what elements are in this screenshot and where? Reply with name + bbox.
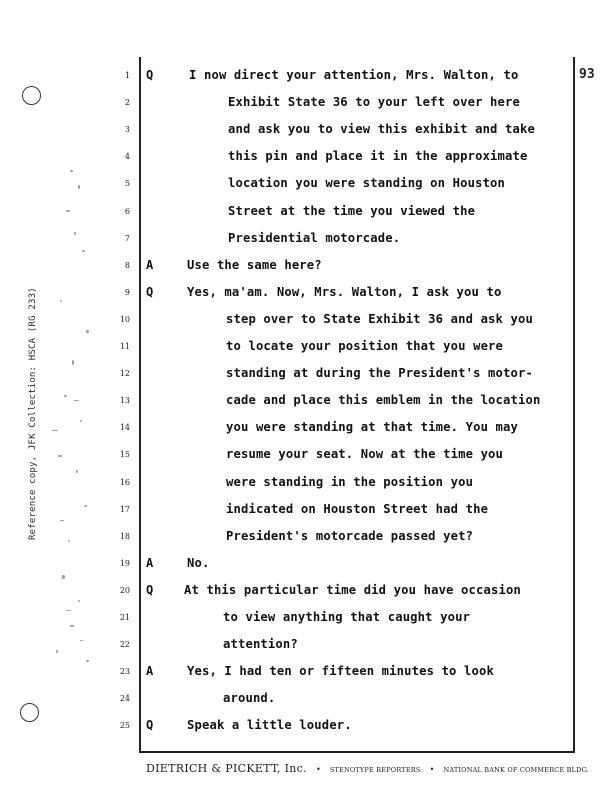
line-number: 22 [119, 640, 130, 650]
scan-speck [70, 625, 74, 627]
scan-speck [86, 330, 89, 333]
line-number: 13 [119, 396, 130, 406]
scan-speck [58, 455, 62, 457]
scan-speck [72, 360, 74, 365]
line-number: 12 [119, 369, 130, 379]
scan-speck [66, 210, 70, 212]
transcript-line: step over to State Exhibit 36 and ask you [226, 311, 533, 326]
transcript-line: resume your seat. Now at the time you [226, 447, 504, 462]
scan-speck [74, 232, 76, 235]
transcript-line: to locate your position that you were [226, 339, 504, 353]
line-number: 23 [119, 667, 130, 677]
transcript-line: President's motorcade passed yet? [226, 528, 474, 543]
line-number: 8 [124, 260, 130, 270]
transcript-line: Use the same here? [187, 257, 322, 272]
right-margin-rule [573, 57, 575, 752]
archive-reference-stamp: Reference copy, JFK Collection: HSCA (RG 233) [28, 287, 38, 540]
line-number: 5 [124, 179, 130, 189]
line-number: 18 [119, 531, 130, 541]
speaker-label: Q [146, 284, 154, 299]
line-number: 25 [119, 721, 130, 731]
line-number: 24 [119, 694, 130, 704]
scan-speck [60, 300, 62, 302]
footer-firm: DIETRICH & PICKETT, Inc. [146, 762, 307, 775]
line-number: 6 [124, 206, 130, 216]
punch-hole-icon [22, 86, 41, 105]
scan-speck [52, 430, 58, 431]
transcript-line: this pin and place it in the approximate [228, 149, 528, 164]
transcript-line: cade and place this emblem in the location [226, 393, 541, 408]
page-number: 93 [579, 67, 595, 82]
scan-speck [62, 575, 65, 579]
transcript-line: Exhibit State 36 to your left over here [228, 95, 521, 110]
transcript-line: to view anything that caught your [223, 610, 471, 624]
line-number: 14 [119, 423, 130, 433]
line-number: 17 [119, 504, 130, 514]
transcript-line: around. [223, 691, 276, 706]
speaker-label: A [146, 257, 154, 272]
speaker-label: Q [146, 718, 154, 733]
line-number: 7 [124, 233, 130, 243]
transcript-line: attention? [223, 637, 298, 652]
transcript-line: and ask you to view this exhibit and take [228, 122, 535, 137]
scan-speck [68, 540, 70, 542]
line-number: 1 [124, 71, 130, 80]
scan-speck [78, 600, 80, 602]
speaker-label: A [146, 555, 154, 570]
transcript-line: Presidential motorcade. [228, 230, 401, 245]
footer-address: NATIONAL BANK OF COMMERCE BLDG. [443, 766, 590, 774]
line-number: 9 [124, 287, 130, 297]
scan-speck [70, 170, 73, 172]
line-number: 21 [119, 613, 130, 622]
scan-speck [56, 650, 58, 653]
line-number: 16 [119, 477, 130, 487]
scan-speck [74, 400, 79, 401]
line-number: 2 [124, 98, 130, 108]
line-number: 11 [119, 342, 130, 351]
reporter-footer [146, 757, 589, 776]
speaker-label: Q [146, 68, 154, 82]
scan-speck [78, 185, 80, 189]
transcript-line: Yes, I had ten or fifteen minutes to look [187, 664, 494, 679]
transcript-line: location you were standing on Houston [228, 176, 506, 191]
transcript-line: I now direct your attention, Mrs. Walton, to [189, 68, 519, 82]
speaker-label: Q [146, 582, 154, 597]
transcript-line: Street at the time you viewed the [228, 203, 476, 218]
scan-speck [80, 640, 83, 641]
line-number: 19 [119, 558, 130, 568]
transcript-line: indicated on Houston Street had the [226, 501, 489, 516]
left-margin-rule [139, 57, 141, 752]
line-number: 15 [119, 450, 130, 460]
transcript-line: Speak a little louder. [187, 718, 352, 733]
line-number: 20 [119, 585, 130, 595]
transcript-line: No. [187, 555, 210, 570]
transcript-line: Yes, ma'am. Now, Mrs. Walton, I ask you to [187, 284, 502, 299]
line-number: 3 [124, 125, 130, 135]
scan-speck [64, 395, 67, 397]
footer-separator: • [316, 765, 321, 774]
bottom-rule [139, 751, 575, 753]
transcript-line: standing at during the President's motor- [226, 366, 533, 381]
speaker-label: A [146, 664, 154, 679]
scan-speck [82, 250, 85, 252]
transcript-line: At this particular time did you have occasion [184, 582, 521, 597]
scan-speck [86, 660, 89, 662]
line-number: 10 [119, 314, 130, 324]
scan-speck [80, 420, 82, 422]
line-number: 4 [124, 152, 130, 162]
transcript-line: were standing in the position you [226, 474, 474, 489]
scan-speck [76, 470, 78, 473]
scan-speck [66, 610, 71, 611]
footer-service: STENOTYPE REPORTERS [329, 766, 421, 774]
transcript-line: you were standing at that time. You may [226, 420, 519, 435]
punch-hole-icon [20, 703, 39, 722]
scan-speck [84, 505, 87, 507]
footer-separator: • [429, 765, 435, 774]
scan-speck [60, 520, 64, 521]
